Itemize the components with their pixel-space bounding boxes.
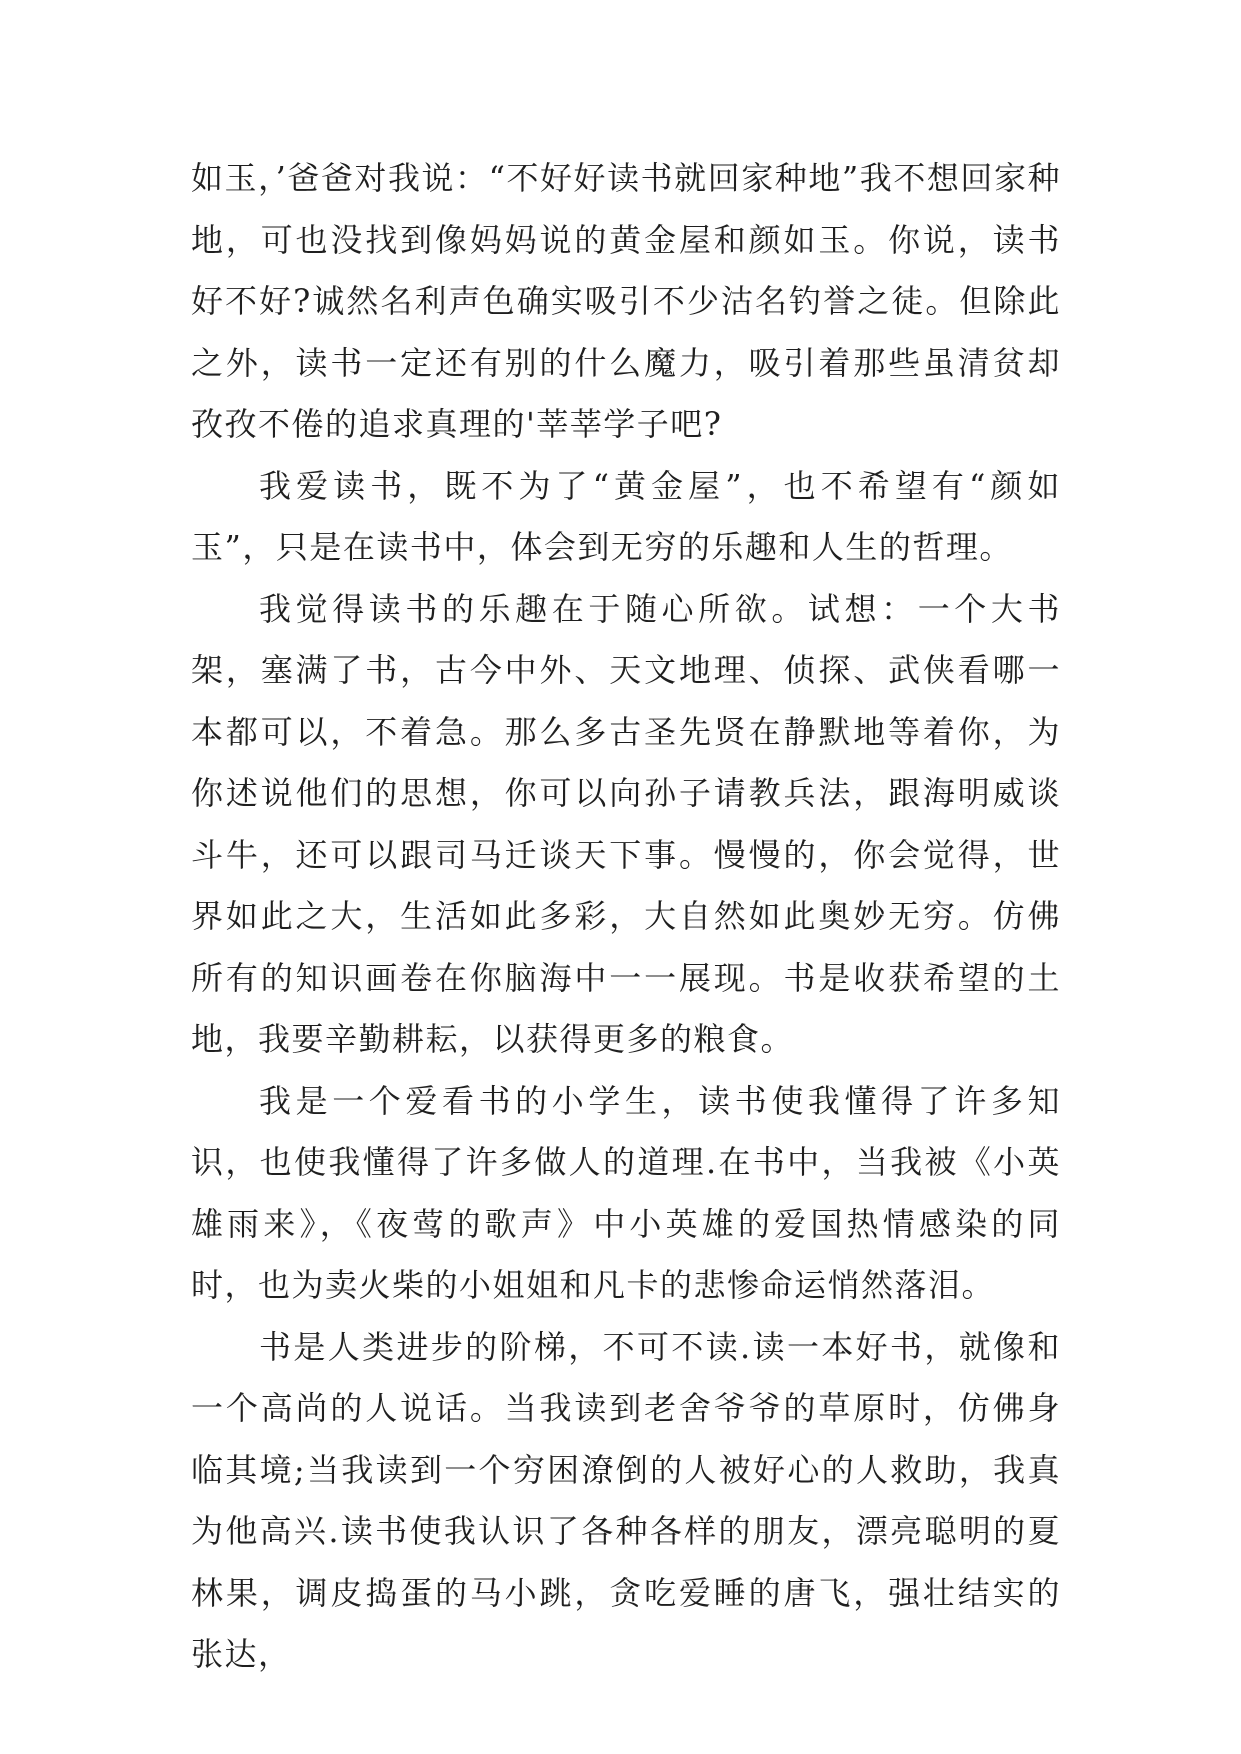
document-body xyxy=(191,148,1061,1686)
paragraph-1: 如玉，’爸爸对我说：“不好好读书就回家种地”我不想回家种地，可也没找到像妈妈说的黄金屋和颜如玉。你说，读书好不好?诚然名利声色确实吸引不少沽名钓誉之徒。但除此之外，读书一定还有别的什么魔力，吸引着那些虽清贫却孜孜不倦的追求真理的'莘莘学子吧? xyxy=(191,159,1061,443)
paragraph-3: 我觉得读书的乐趣在于随心所欲。试想：一个大书架，塞满了书，古今中外、天文地理、侦探、武侠看哪一本都可以，不着急。那么多古圣先贤在静默地等着你，为你述说他们的思想，你可以向孙子请教兵法，跟海明威谈斗牛，还可以跟司马迁谈天下事。慢慢的，你会觉得，世界如此之大，生活如此多彩，大自然如此奥妙无穷。仿佛所有的知识画卷在你脑海中一一展现。书是收获希望的土地，我要辛勤耕耘，以获得更多的粮食。 xyxy=(191,589,1061,1058)
paragraph-4: 我是一个爱看书的小学生，读书使我懂得了许多知识，也使我懂得了许多做人的道理.在书中，当我被《小英雄雨来》，《夜莺的歌声》中小英雄的爱国热情感染的同时，也为卖火柴的小姐姐和凡卡的悲惨命运悄然落泪。 xyxy=(191,1081,1061,1304)
paragraph-5: 书是人类进步的阶梯，不可不读.读一本好书，就像和一个高尚的人说话。当我读到老舍爷爷的草原时，仿佛身临其境;当我读到一个穷困潦倒的人被好心的人救助，我真为他高兴.读书使我认识了各种各样的朋友，漂亮聪明的夏林果，调皮捣蛋的马小跳，贪吃爱睡的唐飞，强壮结实的张达， xyxy=(191,1327,1061,1673)
paragraph-2: 我爱读书，既不为了“黄金屋”，也不希望有“颜如玉”，只是在读书中，体会到无穷的乐趣和人生的哲理。 xyxy=(191,466,1061,566)
